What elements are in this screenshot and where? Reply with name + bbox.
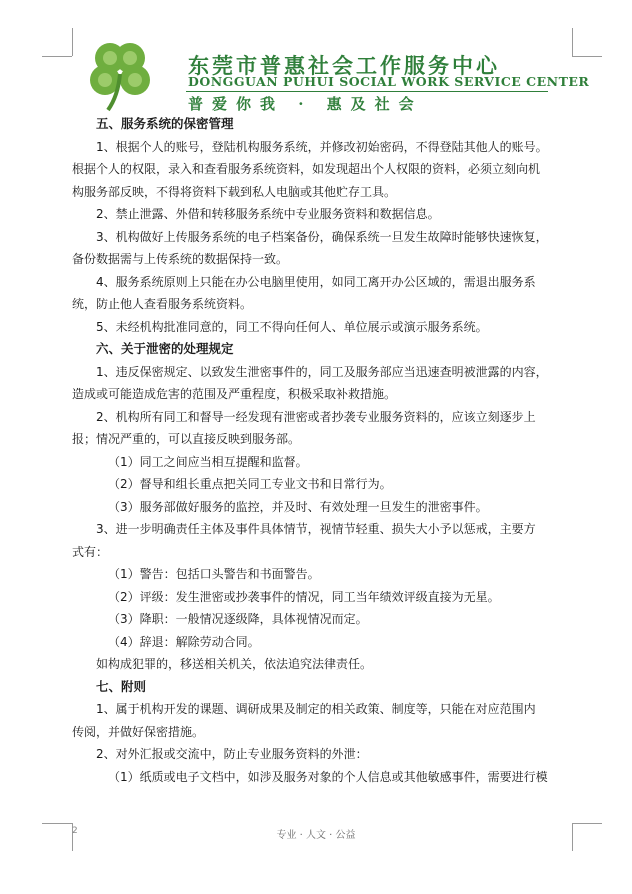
text-line: 造成或可能造成危害的范围及严重程度，积极采取补救措施。: [72, 387, 397, 401]
text-line: 2、对外汇报或交流中，防止专业服务资料的外泄：: [96, 747, 368, 761]
text-line: 2、禁止泄露、外借和转移服务系统中专业服务资料和数据信息。: [96, 207, 440, 221]
crop-mark-top-right-h: [572, 56, 602, 57]
section-heading: 六、关于泄密的处理规定: [96, 341, 234, 356]
letterhead: [80, 36, 590, 113]
org-name-cn: 东莞市普惠社会工作服务中心: [188, 53, 500, 78]
text-line: 1、属于机构开发的课题、调研成果及制定的相关政策、制度等，只能在对应范围内: [96, 702, 536, 716]
text-line: （1）警告：包括口头警告和书面警告。: [108, 567, 320, 581]
text-line: （1）同工之间应当相互提醒和监督。: [108, 454, 308, 469]
text-line: 2、机构所有同工和督导一经发现有泄密或者抄袭专业服务资料的，应该立刻逐步上: [96, 409, 536, 424]
text-line: 1、根据个人的账号，登陆机构服务系统，并修改初始密码，不得登陆其他人的账号。: [96, 139, 548, 154]
org-slogan: 普爱你我 · 惠及社会: [188, 95, 423, 113]
text-line: 1、违反保密规定、以致发生泄密事件的，同工及服务部应当迅速查明被泄露的内容，: [96, 364, 548, 379]
text-line: 5、未经机构批准同意的，同工不得向任何人、单位展示或演示服务系统。: [96, 319, 488, 334]
crop-mark-top-left-v: [72, 28, 73, 56]
text-line: （3）服务部做好服务的监控，并及时、有效处理一旦发生的泄密事件。: [108, 499, 488, 514]
text-line: 备份数据需与上传系统的数据保持一致。: [72, 252, 289, 266]
text-line: 传阅，并做好保密措施。: [72, 724, 205, 739]
header-divider: [186, 91, 548, 92]
text-line: 统，防止他人查看服务系统资料。: [72, 297, 253, 311]
text-line: （2）评级：发生泄密或抄袭事件的情况，同工当年绩效评级直接为无星。: [108, 589, 500, 604]
text-line: 3、进一步明确责任主体及事件具体情节，视情节轻重、损失大小予以惩戒，主要方: [96, 522, 536, 536]
text-line: 根据个人的权限，录入和查看服务系统资料，如发现超出个人权限的资料，必须立刻向机: [72, 162, 541, 176]
clover-logo-icon: [80, 38, 160, 112]
text-line: （4）辞退：解除劳动合同。: [108, 634, 260, 649]
crop-mark-bottom-right-h: [572, 823, 602, 824]
text-line: （2）督导和组长重点把关同工专业文书和日常行为。: [108, 477, 392, 491]
document-body: [72, 113, 572, 788]
crop-mark-top-left-h: [42, 56, 72, 57]
section-heading: 七、附则: [96, 678, 147, 694]
text-line: 构服务部反映，不得将资料下载到私人电脑或其他贮存工具。: [72, 184, 397, 199]
text-line: 报；情况严重的，可以直接反映到服务部。: [72, 432, 301, 446]
crop-mark-bottom-left-h: [42, 823, 72, 824]
footer-text: 专业 · 人文 · 公益: [276, 830, 356, 841]
text-line: 3、机构做好上传服务系统的电子档案备份，确保系统一旦发生故障时能够快速恢复，: [96, 229, 548, 244]
section-heading: 五、服务系统的保密管理: [96, 116, 234, 131]
text-line: 式有：: [72, 544, 109, 559]
text-line: （1）纸质或电子文档中，如涉及服务对象的个人信息或其他敏感事件，需要进行模: [108, 769, 548, 784]
text-line: 如构成犯罪的，移送相关机关，依法追究法律责任。: [96, 657, 373, 671]
text-line: 4、服务系统原则上只能在办公电脑里使用，如同工离开办公区域的，需退出服务系: [96, 274, 536, 289]
page-number: 2: [72, 826, 78, 836]
crop-mark-top-right-v: [572, 28, 573, 56]
org-name-en: DONGGUAN PUHUI SOCIAL WORK SERVICE CENTER: [188, 74, 590, 89]
text-line: （3）降职：一般情况逐级降，具体视情况而定。: [108, 612, 368, 626]
